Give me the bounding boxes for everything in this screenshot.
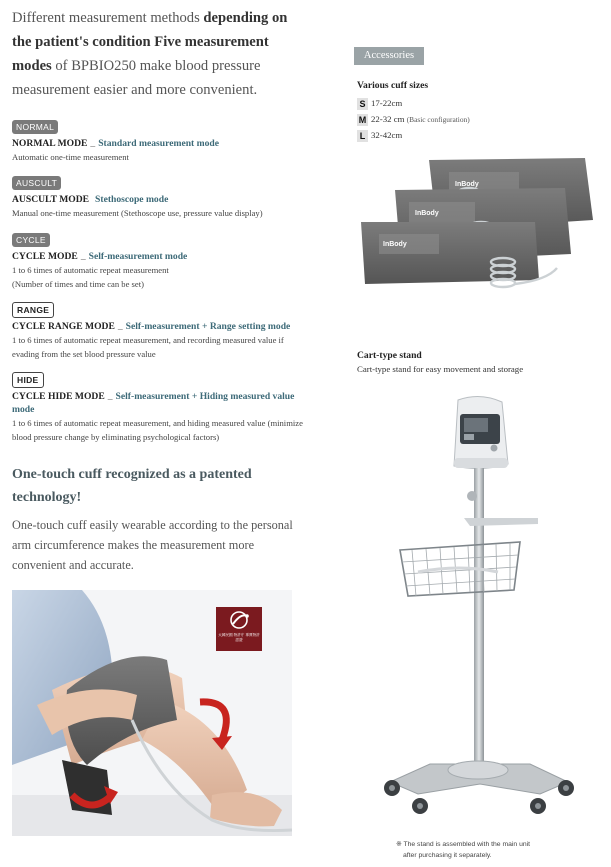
mode-cycle (12, 230, 304, 291)
mode-separator: _ (107, 391, 113, 402)
mode-auscult (12, 173, 304, 220)
stand-footnote-line-2: after purchasing it separately. (403, 852, 492, 859)
size-letter-m: M (358, 114, 367, 125)
mode-description: 1 to 6 times of automatic repeat measurement, and recording measured value if evading from the set blood pressure value (12, 335, 284, 359)
mode-description: 1 to 6 times of automatic repeat measurement, and hiding measured value (minimize blood pressure change by eliminating psychological factors) (12, 418, 303, 442)
cuff-brand-label: InBody (415, 210, 439, 217)
mode-name: AUSCULT MODE (12, 194, 90, 205)
mode-badge-cycle: CYCLE (12, 233, 50, 247)
mode-title (12, 390, 304, 416)
wire-basket (400, 542, 520, 596)
mode-name: NORMAL MODE (12, 138, 88, 149)
patent-seal-text: 大韓民國 特許庁 專賈特許 認證 (218, 633, 260, 642)
mode-separator: _ (90, 138, 96, 149)
size-letter-l: L (357, 130, 368, 142)
patent-seal-icon (216, 607, 262, 633)
cuffs-illustration (357, 150, 597, 300)
cart-stand-illustration (370, 392, 590, 832)
mode-range (12, 300, 304, 361)
cuff-size-large (357, 129, 402, 142)
mode-name: CYCLE HIDE MODE (12, 391, 105, 402)
mode-subtitle: Standard measurement mode (98, 138, 220, 149)
mode-title (12, 137, 304, 150)
cuff-brand-label: InBody (383, 241, 407, 248)
patent-text: One-touch cuff easily wearable according to the personal arm circumference makes the measurement more convenient and accurate. (12, 518, 293, 572)
intro-part-1: Different measurement methods (12, 10, 204, 26)
mode-badge-hide: HIDE (12, 372, 44, 388)
intro-text (12, 6, 302, 102)
mode-title (12, 250, 304, 263)
mode-normal (12, 117, 304, 164)
cuff-size-small (357, 97, 402, 110)
mode-badge-normal: NORMAL (12, 120, 58, 134)
mode-badge-range: RANGE (12, 302, 54, 318)
size-range: 32-42cm (371, 130, 403, 140)
cuff-sizes-title: Various cuff sizes (357, 80, 429, 91)
mode-subtitle: Self-measurement + Hiding measured value mode (12, 391, 295, 415)
mode-name: CYCLE MODE (12, 251, 78, 262)
mode-separator: _ (117, 321, 123, 332)
patent-seal-logo (216, 607, 262, 651)
mode-description-2: (Number of times and time can be set) (12, 279, 144, 289)
cuff-brand-label: InBody (455, 181, 479, 188)
mode-name: CYCLE RANGE MODE (12, 321, 115, 332)
mode-subtitle: Self-measurement mode (88, 251, 188, 262)
mode-title (12, 320, 304, 333)
bp-monitor-device (454, 396, 508, 468)
mode-subtitle: Stethoscope mode (95, 194, 169, 205)
mode-description: 1 to 6 times of automatic repeat measurement (12, 265, 169, 275)
stand-title: Cart-type stand (357, 350, 422, 361)
stand-footnote (396, 839, 596, 861)
mode-subtitle: Self-measurement + Range setting mode (125, 321, 291, 332)
cuff-size-medium (357, 113, 470, 126)
stand-description: Cart-type stand for easy movement and storage (357, 364, 524, 374)
patent-title: One-touch cuff recognized as a patented technology! (12, 467, 252, 505)
mode-hide (12, 370, 304, 444)
mode-description: Automatic one-time measurement (12, 152, 129, 162)
stand-footnote-line-1: ※ The stand is assembled with the main unit (396, 841, 531, 848)
cuff-small (361, 222, 557, 287)
accessories-header: Accessories (354, 47, 424, 65)
size-range: 17-22cm (371, 98, 403, 108)
mode-separator: _ (80, 251, 86, 262)
size-range: 22-32 cm (371, 114, 405, 124)
intro-bold: depending on the patient's condition Five measurement modes (12, 10, 288, 74)
mode-badge-auscult: AUSCULT (12, 176, 61, 190)
intro-part-2: of BPBIO250 make blood pressure measurement easier and more convenient. (12, 58, 261, 98)
mode-title (12, 193, 304, 206)
size-note: (Basic configuration) (406, 115, 470, 124)
mode-description: Manual one-time measurement (Stethoscope use, pressure value display) (12, 208, 263, 218)
wheeled-base (384, 761, 574, 814)
size-letter-s: S (357, 98, 368, 110)
